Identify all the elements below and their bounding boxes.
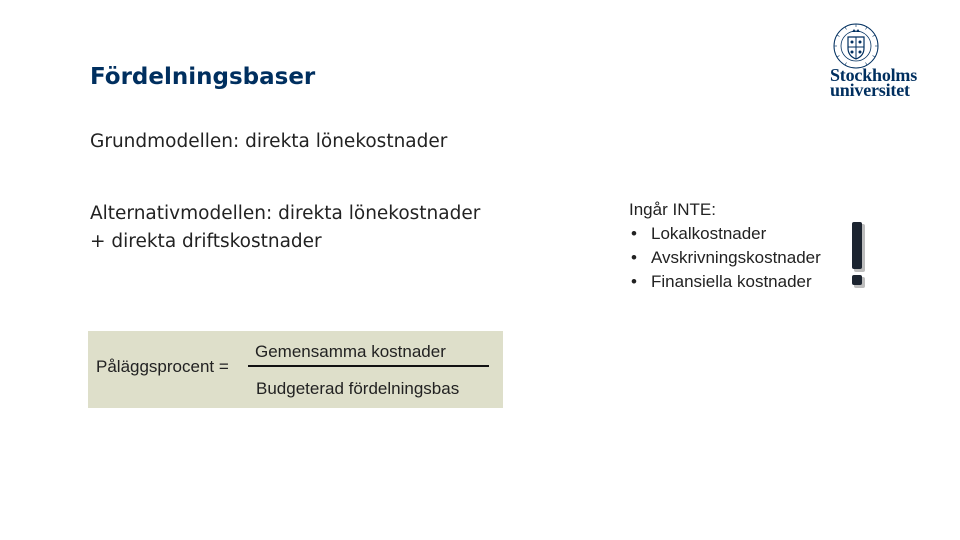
exclusion-item	[629, 246, 821, 270]
alternativ-text	[90, 200, 480, 256]
exclusion-label: Lokalkostnader	[651, 224, 767, 243]
slide-title: Fördelningsbaser	[90, 64, 316, 90]
exclusions-list	[629, 222, 821, 294]
formula-box	[88, 331, 503, 408]
logo-line-2: universitet	[830, 80, 910, 100]
exclusion-label: Finansiella kostnader	[651, 272, 812, 291]
exclusion-label: Avskrivningskostnader	[651, 248, 821, 267]
exclusions-box	[629, 198, 821, 294]
alternativ-line-2: + direkta driftskostnader	[90, 231, 322, 252]
exclusions-heading: Ingår INTE:	[629, 200, 716, 219]
fraction-line	[248, 365, 489, 367]
exclusion-item	[629, 270, 821, 294]
formula-denominator: Budgeterad fördelningsbas	[256, 379, 460, 398]
grundmodell-text: Grundmodellen: direkta lönekostnader	[90, 131, 448, 152]
university-name	[830, 65, 918, 100]
exclamation-icon	[851, 222, 869, 290]
formula-label: Påläggsprocent =	[96, 357, 229, 376]
logo-line-1: Stockholms	[830, 65, 918, 85]
bullet: •	[631, 224, 637, 243]
exclusion-item	[629, 222, 821, 246]
bullet: •	[631, 248, 637, 267]
alternativ-line-1: Alternativmodellen: direkta lönekostnader	[90, 203, 481, 224]
bullet: •	[631, 272, 637, 291]
formula-numerator: Gemensamma kostnader	[255, 342, 446, 361]
